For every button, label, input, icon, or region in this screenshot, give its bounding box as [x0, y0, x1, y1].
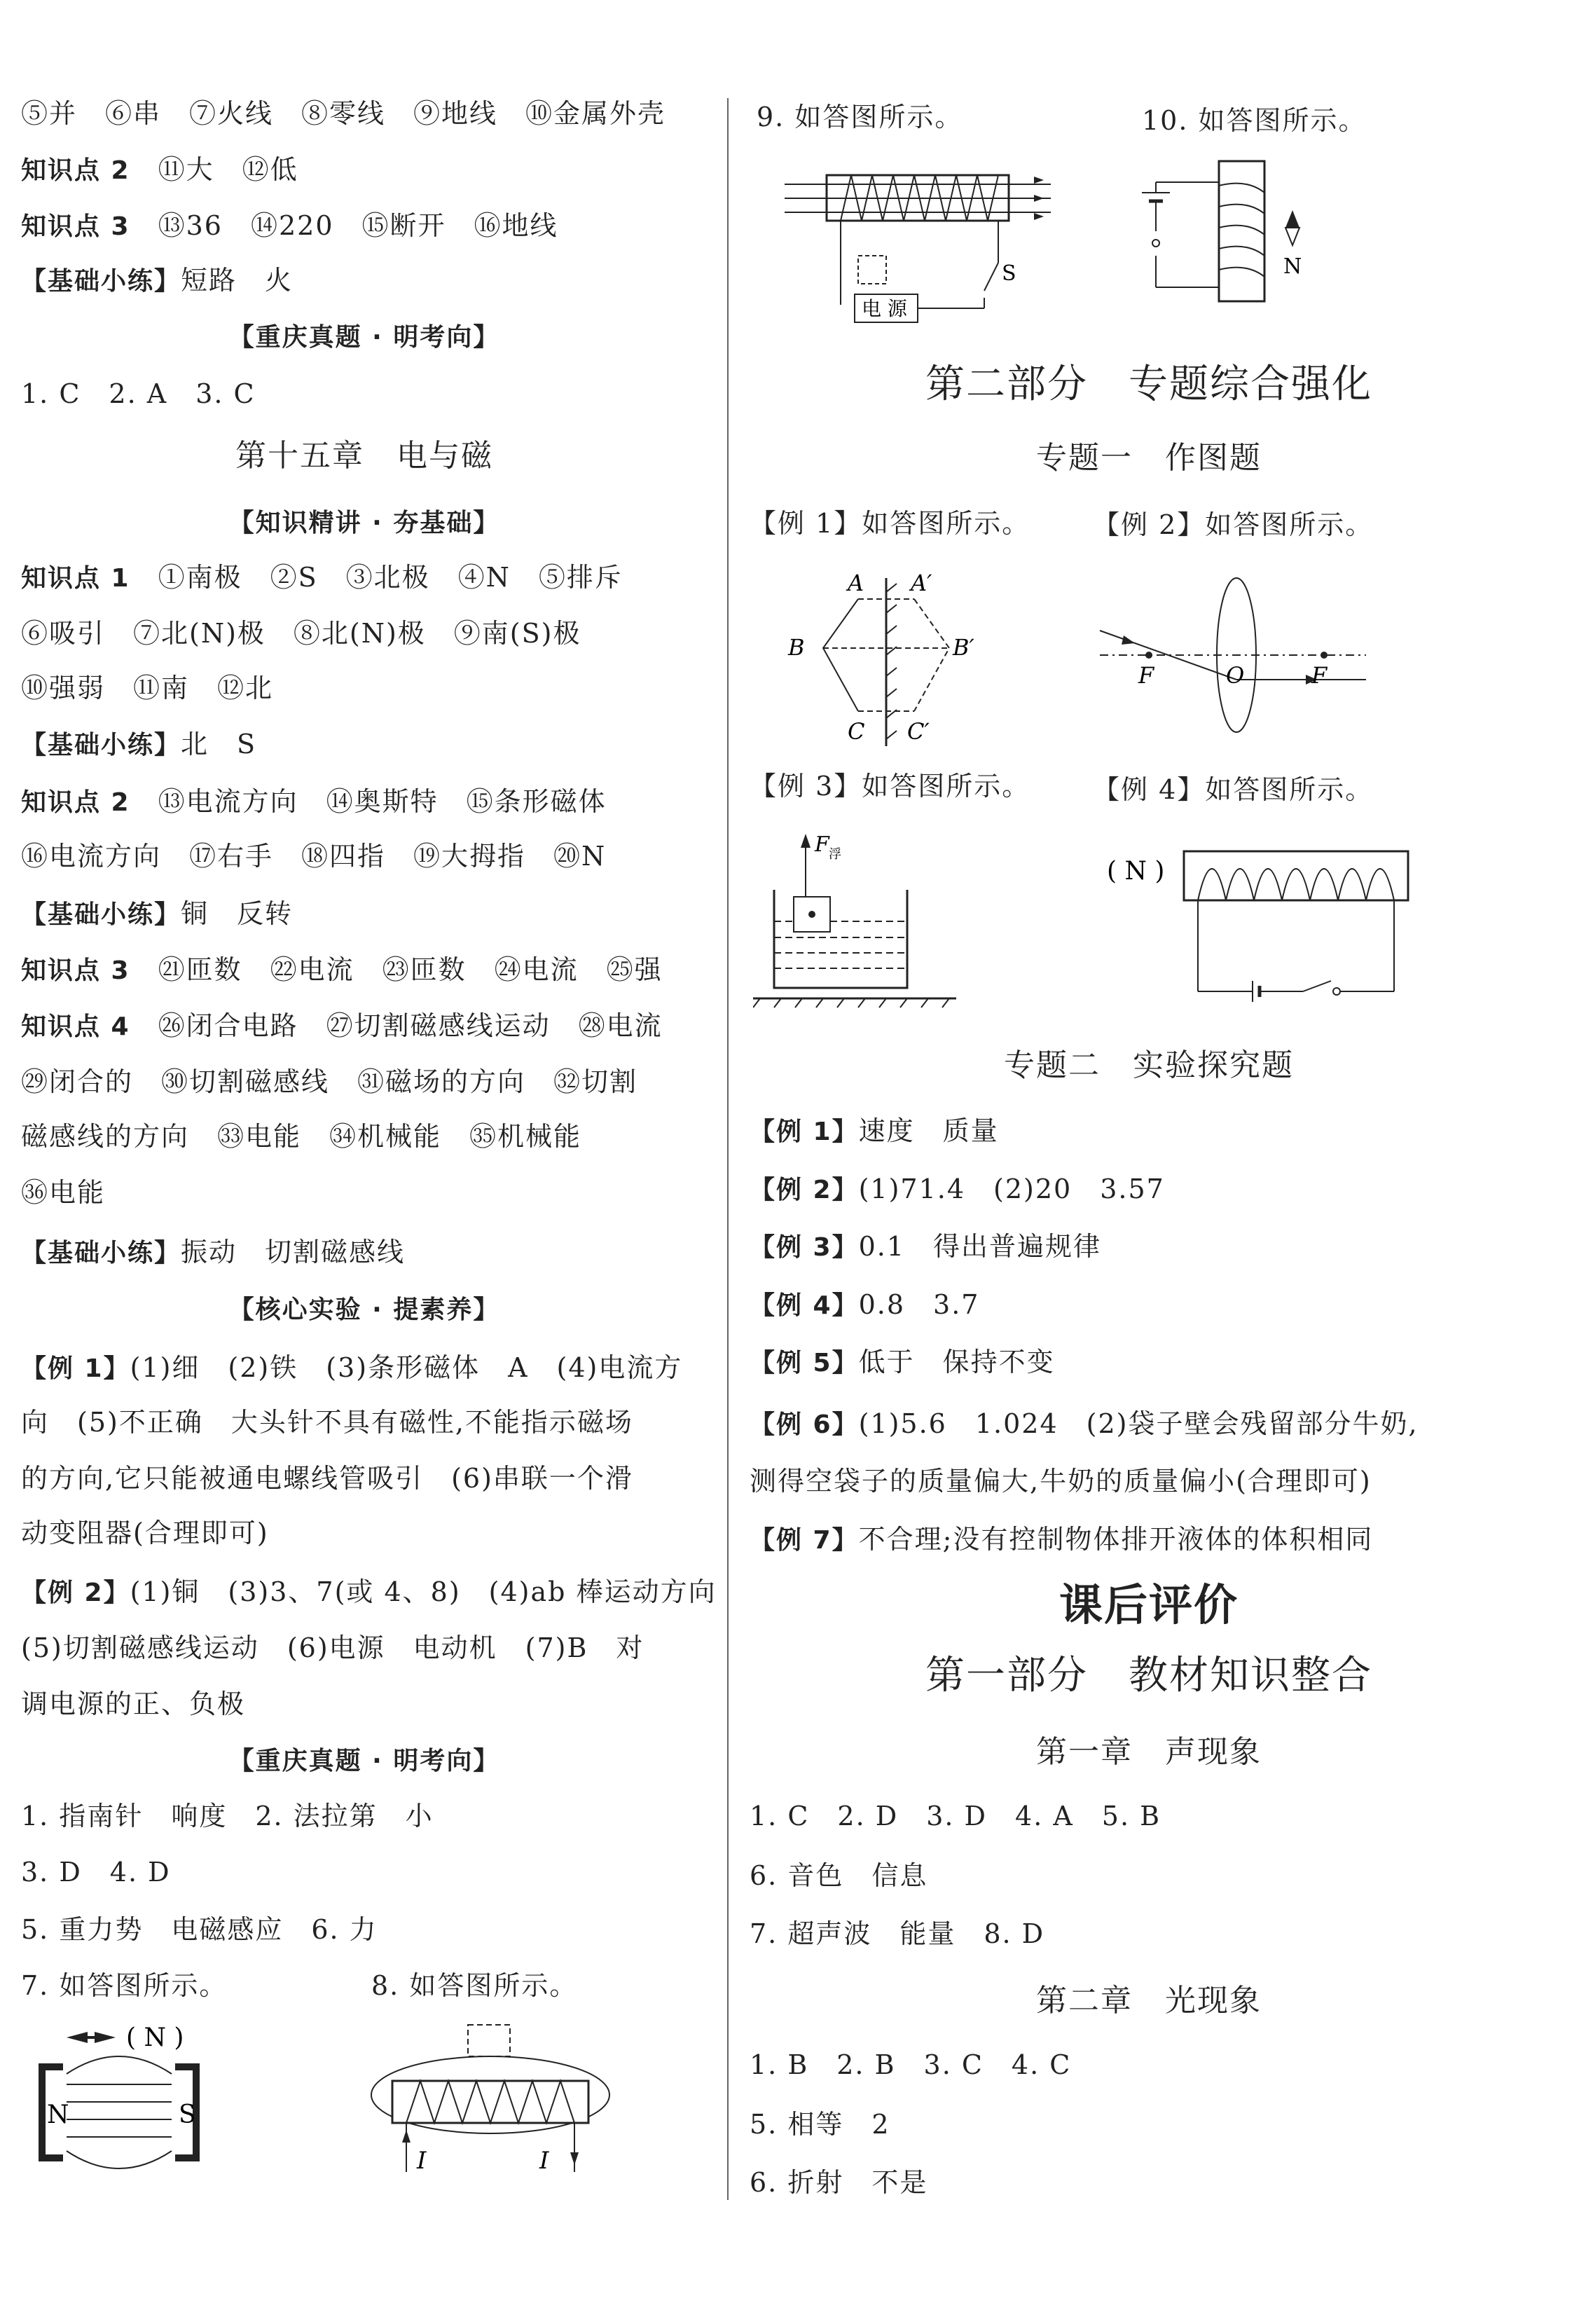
- practice-label: 【基础小练】: [21, 900, 181, 929]
- example-1-mirror-diagram: [778, 564, 1030, 753]
- answer-line: 6. 折射 不是: [750, 2167, 928, 2198]
- example-3-buoyancy-diagram: [753, 827, 963, 1016]
- answer-text: 0.8 3.7: [858, 1289, 980, 1320]
- answer-line: 9. 如答图所示。: [757, 102, 963, 132]
- point-label: B: [788, 634, 805, 661]
- example-label: 【例 1】: [21, 1354, 130, 1383]
- answer-text: 北 S: [181, 729, 257, 759]
- answer-line: ⑩强弱 ⑪南 ⑫北: [21, 673, 274, 703]
- answer-line: ⑯电流方向 ⑰右手 ⑱四指 ⑲大拇指 ⑳N: [21, 841, 607, 872]
- example-2-lens-diagram: [1093, 575, 1373, 750]
- practice-label: 【基础小练】: [21, 267, 181, 296]
- answer-line: 3. D 4. D: [21, 1857, 171, 1888]
- answer-line: 向 (5)不正确 大头针不具有磁性,不能指示磁场: [21, 1407, 633, 1438]
- switch-label: S: [1002, 261, 1016, 286]
- knowledge-label: 知识点 2: [21, 156, 130, 185]
- answer-line: (5)切割磁感线运动 (6)电源 电动机 (7)B 对: [21, 1632, 644, 1663]
- answer-line: 7. 超声波 能量 8. D: [750, 1918, 1045, 1949]
- knowledge-label: 知识点 3: [21, 212, 130, 241]
- answer-line: 的方向,它只能被通电螺线管吸引 (6)串联一个滑: [21, 1463, 633, 1494]
- answer-text: 速度 质量: [858, 1115, 999, 1146]
- point-label: B′: [953, 634, 974, 661]
- answer-line: 1. 指南针 响度 2. 法拉第 小: [21, 1801, 434, 1831]
- answer-line: 8. 如答图所示。: [371, 1970, 578, 2001]
- answer-text: ⑪大 ⑫低: [158, 154, 298, 185]
- current-label: I: [417, 2147, 427, 2175]
- point-label: C′: [907, 718, 930, 745]
- answer-text: (1)铜 (3)3、7(或 4、8) (4)ab 棒运动方向: [130, 1576, 717, 1607]
- chapter-title: 第二章 光现象: [1036, 1983, 1262, 2019]
- answer-text: 不合理;没有控制物体排开液体的体积相同: [858, 1524, 1374, 1555]
- pole-label: ( N ): [126, 2023, 184, 2052]
- force-subscript: 浮: [829, 847, 841, 862]
- example-label: 【例 2】: [21, 1579, 130, 1607]
- example-label: 【例 3】如答图所示。: [750, 771, 1030, 802]
- answer-line: ㉙闭合的 ㉚切割磁感线 ㉛磁场的方向 ㉜切割: [21, 1066, 638, 1097]
- example-label: 【例 2】如答图所示。: [1093, 509, 1374, 540]
- answer-line: 1. B 2. B 3. C 4. C: [750, 2049, 1072, 2080]
- answer-text: ①南极 ②S ③北极 ④N ⑤排斥: [158, 562, 623, 593]
- topic-title: 专题一 作图题: [1036, 440, 1262, 476]
- section-title: 课后评价: [1059, 1579, 1239, 1630]
- power-label: 电 源: [862, 297, 907, 320]
- answer-line: 磁感线的方向 ㉝电能 ㉞机械能 ㉟机械能: [21, 1121, 582, 1152]
- point-label: A: [848, 570, 864, 596]
- answer-line: 10. 如答图所示。: [1142, 105, 1367, 136]
- answer-text: 低于 保持不变: [858, 1347, 1055, 1377]
- answer-line: 5. 相等 2: [750, 2109, 890, 2140]
- knowledge-label: 知识点 4: [21, 1012, 130, 1041]
- chapter-title: 第一章 声现象: [1036, 1734, 1262, 1770]
- section-heading: 【核心实验 · 提素养】: [228, 1295, 500, 1324]
- center-label: O: [1226, 662, 1245, 689]
- knowledge-label: 知识点 2: [21, 788, 130, 817]
- answer-line: 5. 重力势 电磁感应 6. 力: [21, 1914, 378, 1945]
- practice-label: 【基础小练】: [21, 1239, 181, 1267]
- answer-text: 0.1 得出普遍规律: [858, 1231, 1102, 1262]
- example-label: 【例 5】: [750, 1349, 859, 1377]
- answer-line: 7. 如答图所示。: [21, 1970, 228, 2001]
- figure-8-solenoid: [364, 2018, 616, 2186]
- answer-text: ⑬电流方向 ⑭奥斯特 ⑮条形磁体: [158, 786, 607, 817]
- example-label: 【例 3】: [750, 1233, 859, 1262]
- knowledge-label: 知识点 1: [21, 564, 130, 593]
- current-label: I: [539, 2147, 549, 2175]
- answer-line: ⑥吸引 ⑦北(N)极 ⑧北(N)极 ⑨南(S)极: [21, 618, 581, 649]
- point-label: A′: [911, 570, 932, 596]
- answer-line: 调电源的正、负极: [21, 1689, 246, 1719]
- answer-line: 1. C 2. A 3. C: [21, 378, 256, 409]
- pole-label: N: [47, 2100, 69, 2129]
- answer-text: ㉖闭合电路 ㉗切割磁感线运动 ㉘电流: [158, 1010, 663, 1041]
- column-divider: [727, 98, 729, 2200]
- answer-text: (1)71.4 (2)20 3.57: [858, 1174, 1165, 1204]
- answer-text: ㉑匝数 ㉒电流 ㉓匝数 ㉔电流 ㉕强: [158, 954, 663, 985]
- section-heading: 【重庆真题 · 明考向】: [228, 1747, 500, 1775]
- example-label: 【例 4】: [750, 1291, 859, 1320]
- pole-label: S: [179, 2100, 196, 2129]
- answer-text: 短路 火: [181, 265, 294, 296]
- part-title: 第一部分 教材知识整合: [925, 1653, 1372, 1698]
- answer-line: 1. C 2. D 3. D 4. A 5. B: [750, 1801, 1161, 1831]
- pole-label: ( N ): [1107, 857, 1165, 886]
- figure-10-electromagnet: [1135, 158, 1345, 312]
- part-title: 第二部分 专题综合强化: [925, 362, 1372, 407]
- example-4-solenoid-diagram: [1100, 837, 1422, 1012]
- answer-text: ⑬36 ⑭220 ⑮断开 ⑯地线: [158, 210, 558, 241]
- focus-label: F: [1311, 662, 1328, 689]
- answer-text: (1)5.6 1.024 (2)袋子壁会残留部分牛奶,: [858, 1408, 1419, 1439]
- compass-label: N: [1283, 254, 1302, 279]
- section-heading: 【重庆真题 · 明考向】: [228, 323, 500, 352]
- example-label: 【例 6】: [750, 1410, 859, 1439]
- answer-text: 振动 切割磁感线: [181, 1237, 406, 1267]
- answer-line: 动变阻器(合理即可): [21, 1518, 269, 1548]
- practice-label: 【基础小练】: [21, 731, 181, 759]
- point-label: C: [848, 718, 865, 745]
- example-label: 【例 7】: [750, 1526, 859, 1555]
- chapter-title: 第十五章 电与磁: [235, 438, 493, 474]
- answer-text: (1)细 (2)铁 (3)条形磁体 A (4)电流方: [130, 1352, 683, 1383]
- example-label: 【例 2】: [750, 1176, 859, 1204]
- section-heading: 【知识精讲 · 夯基础】: [228, 509, 500, 537]
- force-label: F: [815, 832, 829, 857]
- answer-line: 测得空袋子的质量偏大,牛奶的质量偏小(合理即可): [750, 1466, 1372, 1497]
- example-label: 【例 1】如答图所示。: [750, 508, 1030, 539]
- answer-text: 铜 反转: [181, 898, 294, 929]
- focus-label: F: [1138, 662, 1154, 689]
- topic-title: 专题二 实验探究题: [1004, 1047, 1294, 1083]
- answer-line: ㊱电能: [21, 1177, 106, 1208]
- answer-line: 6. 音色 信息: [750, 1860, 928, 1891]
- answer-line: ⑤并 ⑥串 ⑦火线 ⑧零线 ⑨地线 ⑩金属外壳: [21, 98, 666, 129]
- figure-7-magnetic-field: [39, 2018, 207, 2186]
- example-label: 【例 4】如答图所示。: [1093, 774, 1374, 805]
- example-label: 【例 1】: [750, 1118, 859, 1146]
- knowledge-label: 知识点 3: [21, 956, 130, 985]
- figure-9-solenoid-circuit: [778, 158, 1058, 333]
